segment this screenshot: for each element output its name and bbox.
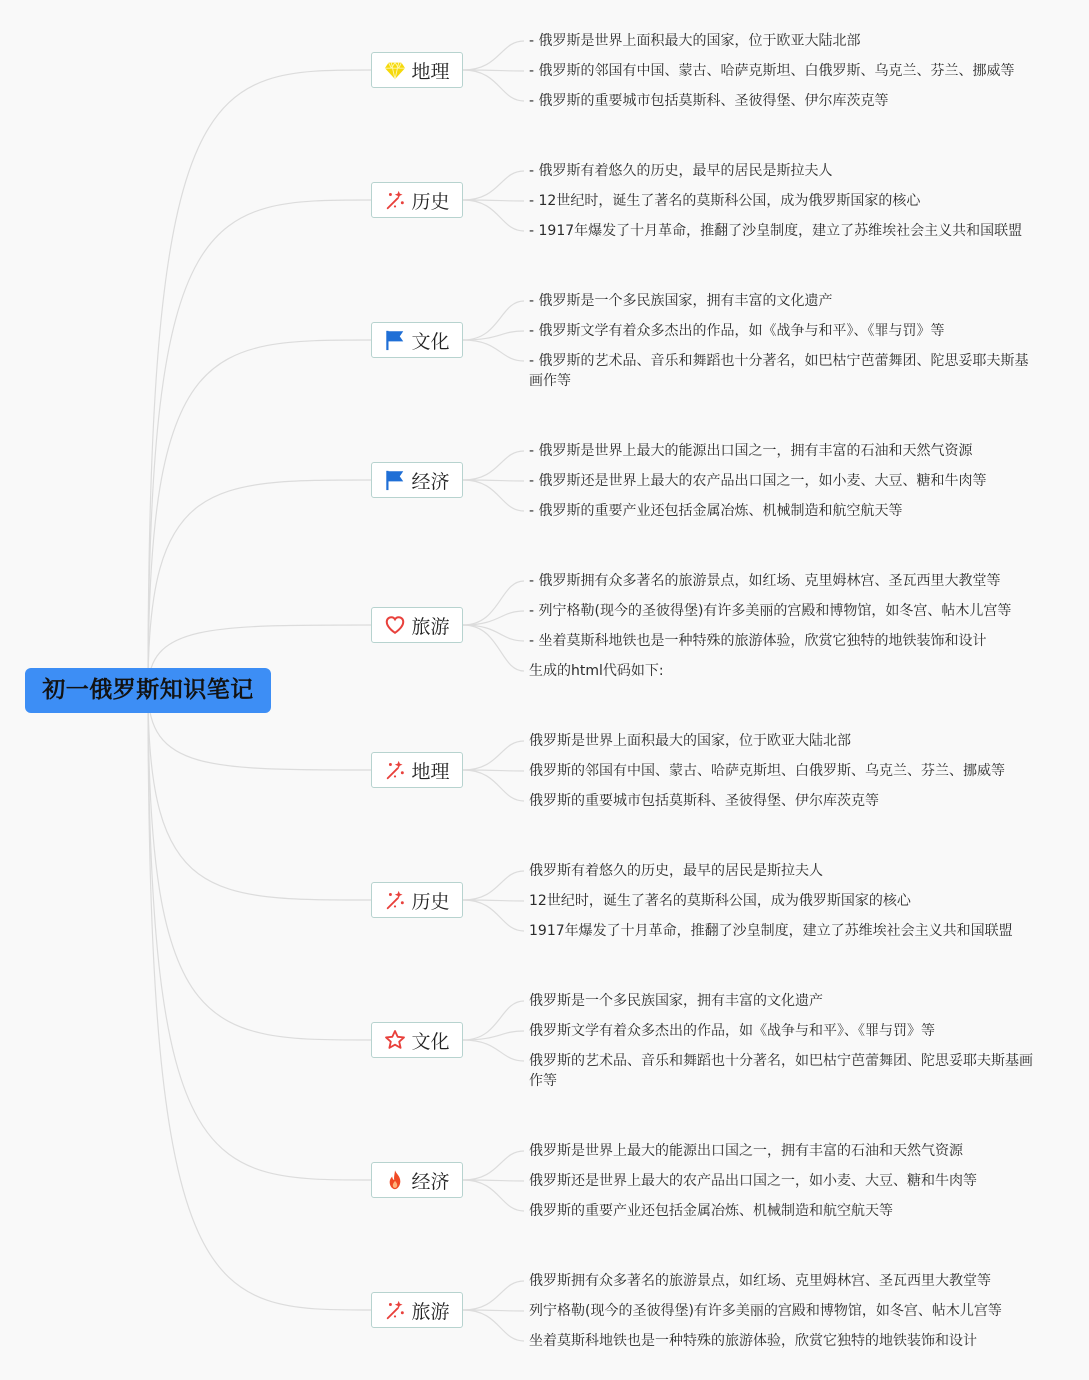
connector-root-to-branch-4: [148, 480, 371, 690]
connector-branch-6-leaf-3: [463, 770, 524, 801]
connector-branch-4-leaf-3: [463, 480, 524, 511]
branch-node-4[interactable]: [371, 462, 463, 498]
branch-node-3[interactable]: [371, 322, 463, 358]
connector-branch-9-leaf-3: [463, 1180, 524, 1211]
connector-branch-4-leaf-1: [463, 451, 524, 480]
flag-icon: [384, 329, 406, 351]
connector-branch-5-leaf-2: [463, 611, 524, 625]
connector-branch-10-leaf-1: [463, 1281, 524, 1310]
branch-node-9[interactable]: [371, 1162, 463, 1198]
connector-branch-5-leaf-4: [463, 625, 524, 671]
branch-node-2[interactable]: [371, 182, 463, 218]
leaf-item: - 俄罗斯还是世界上最大的农产品出口国之一，如小麦、大豆、糖和牛肉等: [529, 473, 987, 489]
connector-branch-5-leaf-1: [463, 581, 524, 625]
star-icon: [384, 1029, 406, 1051]
branch-label: 经济: [411, 470, 450, 493]
connector-branch-1-leaf-1: [463, 41, 524, 70]
sparkle-icon: [384, 759, 406, 781]
leaf-item: - 俄罗斯的邻国有中国、蒙古、哈萨克斯坦、白俄罗斯、乌克兰、芬兰、挪威等: [529, 63, 1015, 79]
branch-label: 旅游: [411, 615, 450, 638]
leaf-item: 俄罗斯是世界上最大的能源出口国之一，拥有丰富的石油和天然气资源: [529, 1143, 963, 1159]
leaf-item: 1917年爆发了十月革命，推翻了沙皇制度，建立了苏维埃社会主义共和国联盟: [529, 923, 1013, 939]
leaf-item: - 俄罗斯是世界上面积最大的国家，位于欧亚大陆北部: [529, 33, 861, 49]
branch-label: 旅游: [411, 1300, 450, 1323]
connector-branch-3-leaf-1: [463, 301, 524, 340]
connector-branch-1-leaf-3: [463, 70, 524, 101]
connector-branch-6-leaf-1: [463, 741, 524, 770]
connector-branch-7-leaf-1: [463, 871, 524, 900]
connector-root-to-branch-8: [148, 690, 371, 1040]
sparkle-icon: [384, 189, 406, 211]
leaf-item: - 俄罗斯是世界上最大的能源出口国之一，拥有丰富的石油和天然气资源: [529, 443, 973, 459]
connector-root-to-branch-7: [148, 690, 371, 900]
branch-label: 地理: [411, 60, 450, 83]
leaf-item: 俄罗斯拥有众多著名的旅游景点，如红场、克里姆林宫、圣瓦西里大教堂等: [529, 1273, 991, 1289]
leaf-item: - 列宁格勒(现今的圣彼得堡)有许多美丽的宫殿和博物馆，如冬宫、帖木儿宫等: [529, 603, 1012, 619]
heart-icon: [384, 614, 406, 636]
branch-node-1[interactable]: [371, 52, 463, 88]
leaf-item: 坐着莫斯科地铁也是一种特殊的旅游体验，欣赏它独特的地铁装饰和设计: [529, 1333, 977, 1349]
leaf-item: 12世纪时，诞生了著名的莫斯科公国，成为俄罗斯国家的核心: [529, 893, 911, 909]
leaf-item: - 俄罗斯拥有众多著名的旅游景点，如红场、克里姆林宫、圣瓦西里大教堂等: [529, 573, 1001, 589]
branch-label: 经济: [411, 1170, 450, 1193]
leaf-item: 俄罗斯是一个多民族国家，拥有丰富的文化遗产: [529, 993, 823, 1009]
branch-label: 地理: [411, 760, 450, 783]
leaf-item: 俄罗斯有着悠久的历史，最早的居民是斯拉夫人: [529, 863, 823, 879]
leaf-item: - 俄罗斯的重要产业还包括金属冶炼、机械制造和航空航天等: [529, 503, 903, 519]
fire-icon: [384, 1169, 406, 1191]
leaf-item: 俄罗斯的邻国有中国、蒙古、哈萨克斯坦、白俄罗斯、乌克兰、芬兰、挪威等: [529, 763, 1005, 779]
connector-branch-2-leaf-3: [463, 200, 524, 231]
sparkle-icon: [384, 889, 406, 911]
connector-branch-10-leaf-3: [463, 1310, 524, 1341]
leaf-item: - 坐着莫斯科地铁也是一种特殊的旅游体验，欣赏它独特的地铁装饰和设计: [529, 633, 987, 649]
branch-label: 文化: [411, 330, 450, 353]
sparkle-icon: [384, 1299, 406, 1321]
connector-branch-5-leaf-3: [463, 625, 524, 641]
branch-node-7[interactable]: [371, 882, 463, 918]
connector-branch-9-leaf-1: [463, 1151, 524, 1180]
leaf-item: - 12世纪时，诞生了著名的莫斯科公国，成为俄罗斯国家的核心: [529, 193, 921, 209]
leaf-item: - 1917年爆发了十月革命，推翻了沙皇制度，建立了苏维埃社会主义共和国联盟: [529, 223, 1023, 239]
branch-label: 历史: [411, 190, 450, 213]
connector-branch-7-leaf-3: [463, 900, 524, 931]
leaf-item: - 俄罗斯的重要城市包括莫斯科、圣彼得堡、伊尔库茨克等: [529, 93, 889, 109]
connector-branch-2-leaf-1: [463, 171, 524, 200]
connector-branch-3-leaf-3: [463, 340, 524, 361]
connector-root-to-branch-10: [148, 690, 371, 1310]
leaf-item: 俄罗斯是世界上面积最大的国家，位于欧亚大陆北部: [529, 733, 851, 749]
leaf-item: 俄罗斯的重要产业还包括金属冶炼、机械制造和航空航天等: [529, 1203, 893, 1219]
branch-label: 历史: [411, 890, 450, 913]
connector-root-to-branch-3: [148, 340, 371, 690]
leaf-item: 俄罗斯文学有着众多杰出的作品，如《战争与和平》、《罪与罚》等: [529, 1023, 935, 1039]
leaf-item: 俄罗斯的艺术品、音乐和舞蹈也十分著名，如巴枯宁芭蕾舞团、陀思妥耶夫斯基画作等: [529, 1053, 1033, 1089]
connector-branch-8-leaf-1: [463, 1001, 524, 1040]
branch-node-6[interactable]: [371, 752, 463, 788]
diamond-icon: [384, 59, 406, 81]
connector-root-to-branch-2: [148, 200, 371, 690]
connector-branch-8-leaf-3: [463, 1040, 524, 1061]
root-node[interactable]: 初一俄罗斯知识笔记: [25, 668, 271, 713]
branch-label: 文化: [411, 1030, 450, 1053]
leaf-item: - 俄罗斯的艺术品、音乐和舞蹈也十分著名，如巴枯宁芭蕾舞团、陀思妥耶夫斯基画作等: [529, 353, 1029, 389]
leaf-item: - 俄罗斯是一个多民族国家，拥有丰富的文化遗产: [529, 293, 833, 309]
leaf-item: 俄罗斯还是世界上最大的农产品出口国之一，如小麦、大豆、糖和牛肉等: [529, 1173, 977, 1189]
leaf-item: - 俄罗斯文学有着众多杰出的作品，如《战争与和平》、《罪与罚》等: [529, 323, 945, 339]
branch-node-8[interactable]: [371, 1022, 463, 1058]
leaf-item: 俄罗斯的重要城市包括莫斯科、圣彼得堡、伊尔库茨克等: [529, 793, 879, 809]
leaf-item: 生成的html代码如下:: [529, 663, 664, 679]
flag-icon: [384, 469, 406, 491]
branch-node-5[interactable]: [371, 607, 463, 643]
leaf-item: - 俄罗斯有着悠久的历史，最早的居民是斯拉夫人: [529, 163, 833, 179]
connector-root-to-branch-1: [148, 70, 371, 690]
leaf-item: 列宁格勒(现今的圣彼得堡)有许多美丽的宫殿和博物馆，如冬宫、帖木儿宫等: [529, 1303, 1002, 1319]
branch-node-10[interactable]: [371, 1292, 463, 1328]
connector-root-to-branch-9: [148, 690, 371, 1180]
